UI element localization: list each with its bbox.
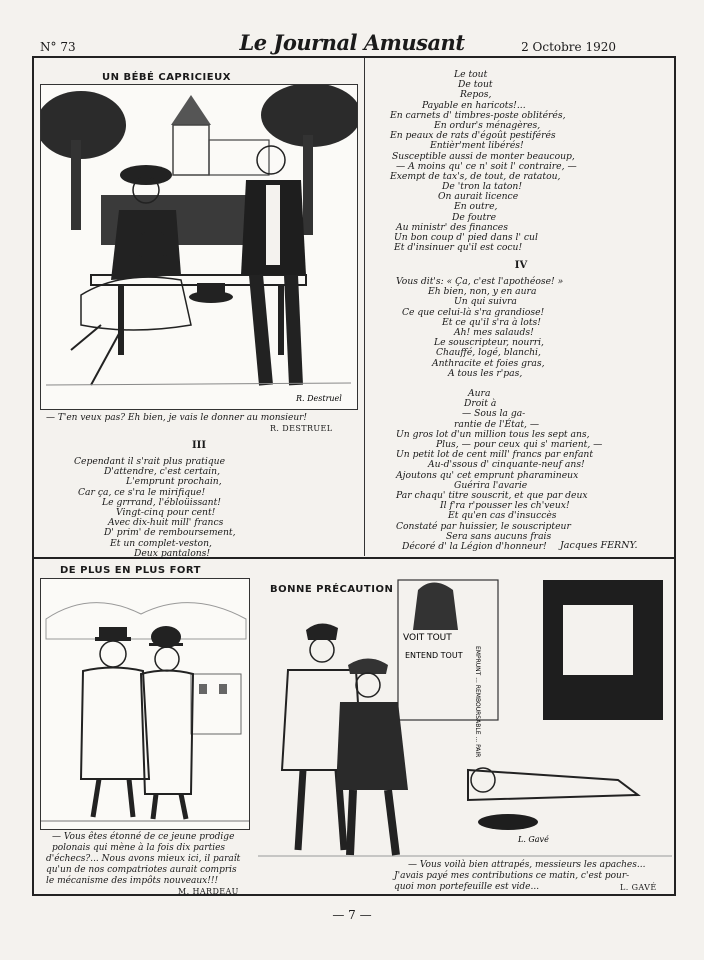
poem-line: Il f'ra r'pousser les ch'veux!	[440, 500, 570, 512]
issue-number: N° 73	[40, 40, 76, 54]
poem-line: Vous dit's: « Ça, c'est l'apothéose! »	[396, 276, 564, 287]
poem-line: De tout	[458, 79, 493, 91]
poem-line: En carnets d' timbres-poste oblitérés,	[390, 109, 566, 121]
caption-line: quoi mon portefeuille est vide...	[394, 882, 540, 892]
cartoon-bebe-signature: R. Destruel	[296, 394, 342, 403]
poem-line: Sera sans aucuns frais	[446, 530, 552, 542]
caption-line: — Vous êtes étonné de ce jeune prodige	[52, 832, 235, 842]
column-divider	[364, 58, 365, 556]
poem-line: Un petit lot de cent mill' francs par enfant	[396, 449, 594, 461]
poem-line: — Sous la ga-	[462, 408, 526, 420]
poem-line: En ordur's ménagères,	[434, 119, 541, 131]
poem-stanza-iii-number: III	[191, 440, 207, 451]
poem-line: Par chaqu' titre souscrit, et que par deux	[396, 489, 588, 501]
poem-line: Au ministr' des finances	[396, 221, 508, 233]
poem-line: Ajoutons qu' cet emprunt pharamineux	[396, 469, 579, 481]
cartoon-plus-fort-author: M. HARDEAU	[178, 887, 239, 896]
poem-line: — A moins qu' ce n' soit l' contraire, —	[396, 160, 577, 172]
poem-line: Un qui suivra	[454, 296, 517, 308]
cartoon-de-plus-en-plus-fort	[40, 578, 250, 830]
poem-line: Un bon coup d' pied dans l' cul	[394, 232, 538, 243]
caption-line: qu'un de nos compatriotes aurait compris	[46, 865, 237, 875]
poem-stanza-iv-number: IV	[514, 260, 528, 271]
cartoon-precaution-illustration	[258, 570, 672, 860]
caption-line: polonais qui mène à la fois dix parties	[52, 843, 226, 853]
issue-date: 2 Octobre 1920	[521, 40, 616, 54]
cartoon-plus-fort-illustration	[41, 579, 249, 829]
poem-line: Au-d'ssous d' cinquante-neuf ans!	[428, 459, 585, 471]
poem-line: Et qu'en cas d'insuccès	[448, 510, 557, 522]
cartoon-bebe-author: R. DESTRUEL	[270, 424, 333, 433]
poem-line: Exempt de tax's, de tout, de ratatou,	[390, 170, 561, 182]
caption-line: — Vous voilà bien attrapés, messieurs les apaches...	[408, 860, 646, 870]
page-number: — 7 —	[332, 908, 372, 922]
cartoon-title-bonne-precaution: BONNE PRÉCAUTION	[270, 584, 394, 595]
cartoon-title-bebe: UN BÉBÉ CAPRICIEUX	[102, 72, 231, 83]
poem-stanza-iii	[74, 457, 236, 559]
poem-line: Vingt-cinq pour cent!	[116, 506, 216, 518]
cartoon-bebe-illustration	[41, 85, 357, 409]
cartoon-plus-fort-caption	[46, 832, 256, 887]
cartoon-bonne-precaution	[258, 570, 672, 860]
poem-continuation	[390, 70, 577, 253]
poem-line: Cependant il s'rait plus pratique	[74, 456, 226, 467]
poem-line: Décoré d' la Légion d'honneur!	[402, 540, 547, 552]
poem-line: A tous les r'pas,	[448, 367, 523, 379]
poem-line: Un gros lot d'un million tous les sept ans,	[396, 428, 590, 440]
caption-line: J'avais payé mes contributions ce matin, c'est pour-	[394, 871, 630, 881]
poem-author: Jacques FERNY.	[560, 540, 638, 551]
sign-voit-tout: VOIT TOUT	[403, 633, 452, 643]
poem-line: Repos,	[460, 89, 492, 101]
sign-entend-tout: ENTEND TOUT	[405, 651, 463, 660]
poem-line: Et ce qu'il s'ra à lots!	[442, 316, 541, 328]
poem-line: Avec dix-huit mill' francs	[108, 517, 224, 529]
poem-line: Plus, — pour ceux qui s' marient, —	[436, 439, 603, 450]
poem-line: Deux pantalons!	[134, 547, 211, 559]
poem-line: Constaté par huissier, le souscripteur	[396, 520, 571, 532]
poem-line: L'emprunt prochain,	[126, 476, 222, 488]
poem-line: D'attendre, c'est certain,	[104, 466, 221, 478]
poem-line: De 'tron la taton!	[442, 181, 523, 193]
poem-line: En outre,	[454, 201, 498, 213]
poem-line: Droit à	[464, 398, 497, 410]
cartoon-bebe-caption: — T'en veux pas? Eh bien, je vais le donner au monsieur!	[46, 413, 308, 423]
poem-line: Le souscripteur, nourri,	[434, 337, 544, 349]
cartoon-precaution-author: L. GAVÉ	[620, 883, 657, 892]
poem-stanza-iv	[396, 277, 602, 552]
poem-line: Entièr'ment libérés!	[430, 140, 524, 152]
poem-line: Aura	[468, 388, 491, 400]
poem-line: Le grrrand, l'ébloüissant!	[102, 496, 221, 508]
cartoon-bebe-capricieux	[40, 84, 358, 410]
poem-line: Susceptible aussi de monter beaucoup,	[392, 150, 575, 162]
poem-line: Chauffé, logé, blanchi,	[436, 347, 541, 359]
poem-line: Ce que celui-là s'ra grandiose!	[402, 306, 545, 318]
poem-line: D' prim' de remboursement,	[104, 527, 236, 539]
poem-line: Eh bien, non, y en aura	[428, 286, 537, 298]
poem-line: Et un complet-veston,	[110, 537, 212, 549]
poem-line: Anthracite et foies gras,	[432, 357, 545, 369]
cartoon-title-plus-fort: DE PLUS EN PLUS FORT	[60, 565, 201, 576]
cartoon-precaution-signature: L. Gavé	[518, 835, 549, 844]
poem-line: Guérira l'avarie	[454, 479, 528, 491]
poem-line: Ah! mes salauds!	[454, 326, 534, 338]
poster-text: EMPRUNT ... REMBOURSABLE ... PAIR	[474, 646, 481, 758]
poem-line: En peaux de rats d'égoût pestiférés	[390, 130, 556, 142]
poem-line: Et d'insinuer qu'il est cocu!	[394, 242, 523, 254]
poem-line: Payable en haricots!...	[422, 99, 526, 111]
caption-line: le mécanisme des impôts nouveaux!!!	[46, 876, 219, 886]
poem-line: Car ça, ce s'ra le mirifique!	[78, 486, 206, 498]
poem-line: rantie de l'État, —	[454, 418, 540, 430]
poem-line: On aurait licence	[438, 191, 519, 203]
poem-line: De foutre	[452, 211, 497, 223]
poem-line: Le tout	[454, 69, 488, 80]
poem-line	[396, 379, 602, 389]
masthead-title: Le Journal Amusant	[239, 30, 465, 55]
caption-line: d'échecs?... Nous avons mieux ici, il paraît	[46, 854, 241, 864]
